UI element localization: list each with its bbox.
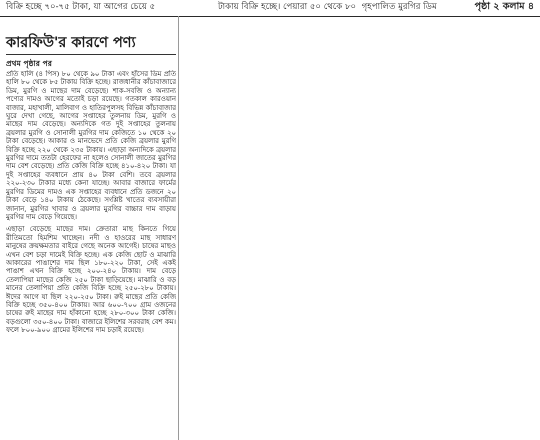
previous-article-strip [0, 0, 540, 16]
strip-text-mid-2: গৃহপালিত মুরগির ডিম [361, 2, 437, 12]
continuation-label: পৃষ্ঠা ২ কলাম ৪ [474, 1, 534, 12]
top-divider [0, 16, 540, 17]
headline-underline [6, 54, 176, 55]
column-divider [178, 16, 179, 440]
body-paragraph: এছাড়া বেড়েছে মাছের দাম। ক্রেতারা মাছ কিনতে গিয়ে রীতিমতো হিমশিম খাচ্ছেন। নদী ও হাওরের মাছ সাধারণ মানুষের ক্রয়ক্ষমতার বাইরে গেছে অনেক আগেই। চাষের মাছও এখন বেশ চড়া দামেই বিক্রি হচ্ছে। এক কেজি ছোট ও মাঝারি আকারের পাঙাশের দাম ছিল ১৮০-২২০ টাকা, সেই একই পাঙাশ এখন বিক্রি হচ্ছে ২০০-২৪০ টাকায়। দাম বেড়ে তেলাপিয়া মাছের কেজি ২৫০ টাকা ছাড়িয়েছে। মাঝারি ও বড় মানের তেলাপিয়া প্রতি কেজি বিক্রি হচ্ছে ২৫০-২৮০ টাকায়। ঈদের আগে যা ছিল ২২০-২৫০ টাকা। রুই মাছের প্রতি কেজি বিক্রি হচ্ছে ৩৫০-৪০০ টাকায়। আর ৬০০-৭০০ গ্রাম ওজনের চাষের রুই মাছের দাম হাঁকানো হচ্ছে ২৮০-৩০০ টাকা কেজি। বড়গুলো ৩৫০-৪০০ টাকা। বাজারে ইলিশের সরবরাহ বেশ কম। ফলে ৮০০-৯০০ গ্রামের ইলিশের দাম চড়াই রয়েছে। [6, 225, 176, 335]
body-paragraph: প্রতি হালি (৪ পিস) ৮০ থেকে ৯০ টাকা এবং হাঁসের ডিম প্রতি হালি ৮০ থেকে ৮৫ টাকায় বিক্রি হচ্ছে। রাজধানীর কাঁচাবাজারে ডিম, মুরগি ও মাছের দাম বেড়েছে। শাক-সবজি ও অন্যান্য পণ্যের দামও আগের মতোই চড়া রয়েছে। গতকাল কারওয়ান বাজার, মহাখালী, মালিবাগ ও হাতিরপুলসহ বিভিন্ন কাঁচাবাজার ঘুরে দেখা গেছে, আগের সপ্তাহের তুলনায় ডিম, মুরগি ও মাছের দাম বেড়েছে। অন্যদিকে গত দুই সপ্তাহের তুলনায় ব্রয়লার মুরগি ও সোনালী মুরগির দাম কেজিতে ১০ থেকে ২০ টাকা বেড়েছে। আকার ও মানভেদে প্রতি কেজি ব্রয়লার মুরগি বিক্রি হচ্ছে ২২০ থেকে ২৩৫ টাকায়। এছাড়া অন্যদিকে ব্রয়লার মুরগির দামে ততটা হেরফের না হলেও সোনালী জাতের মুরগির দাম বেশ বেড়েছে। প্রতি কেজি বিক্রি হচ্ছে ৪১০-৪২০ টাকা। যা দুই সপ্তাহের ব্যবধানে প্রায় ৪০ টাকা বেশি। তবে ব্রয়লার ২২০-২৩০ টাকার মধ্যে কেনা যাচ্ছে। আবার বাজারে ফার্মের মুরগির ডিমের দামও এক সপ্তাহের ব্যবধানে প্রতি ডজনে ২০ টাকা বেড়ে ১৪০ টাকায় ঠেকেছে। সংশ্লিষ্ট খাতের ব্যবসায়ীরা জানান, মুরগির খাবার ও ব্রয়লার মুরগির বাচ্চার দাম বাড়ায় মুরগির দাম বেড়ে গিয়েছে। [6, 70, 176, 221]
strip-text-mid: টাকায় বিক্রি হচ্ছে। পেয়ারা ৫০ থেকে ৮০ গৃহপালিত মুরগির ডিম [218, 2, 437, 12]
article-headline: কারফিউ'র কারণে পণ্য [6, 34, 136, 51]
article-body [6, 70, 176, 440]
article-kicker: প্রথম পৃষ্ঠার পর [6, 59, 52, 68]
strip-text-left: বিক্রি হচ্ছে ৭০-৭৫ টাকা, যা আগের চেয়ে ৫ [6, 2, 156, 12]
